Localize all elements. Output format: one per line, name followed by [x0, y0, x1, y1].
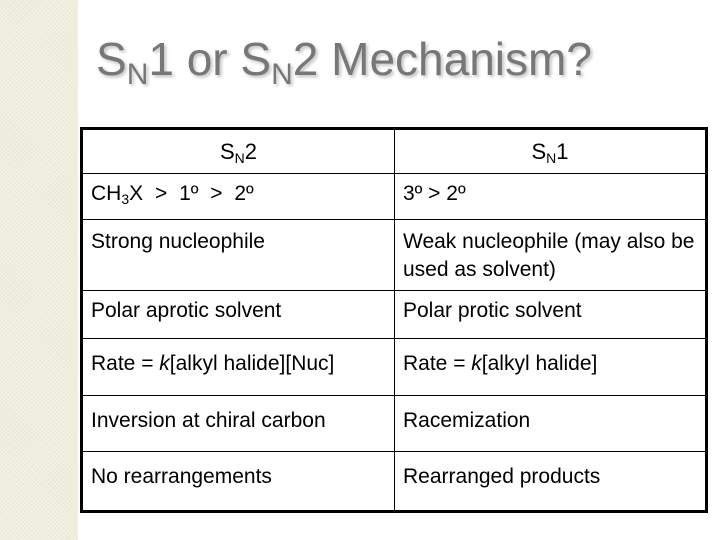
cell-sn2-rate	[83, 339, 395, 396]
cell-text: Polar protic solvent	[403, 299, 582, 323]
cell-text: Strong nucleophile	[91, 229, 265, 253]
header-sn2	[83, 130, 395, 174]
cell-sn2-stereochem	[83, 395, 395, 452]
cell-text: Weak nucleophile (may also be used as solvent)	[403, 229, 695, 281]
header-sn1	[395, 130, 706, 174]
cell-text: X > 1º > 2º	[129, 182, 254, 205]
header-text: S	[531, 138, 547, 164]
cell-sn2-rearrangement	[83, 452, 395, 511]
cell-text: Rate =	[403, 352, 472, 376]
cell-text: [alkyl halide][Nuc]	[169, 352, 335, 376]
mechanism-table	[82, 129, 706, 511]
header-text: 2	[244, 138, 258, 164]
title-subscript: N	[271, 58, 293, 91]
title-text-part: 1 or S	[148, 33, 272, 85]
cell-text: Racemization	[403, 408, 531, 432]
cell-text: [alkyl halide]	[481, 352, 598, 376]
cell-sn2-solvent	[83, 291, 395, 339]
slide-title	[96, 33, 706, 91]
cell-text: 3º > 2º	[403, 182, 466, 205]
table-row	[83, 291, 706, 339]
cell-sn1-substrate	[395, 174, 706, 220]
decorative-left-strip	[0, 0, 78, 540]
cell-sn1-stereochem	[395, 395, 706, 452]
cell-sn1-nucleophile	[395, 219, 706, 290]
title-subscript: N	[126, 58, 149, 91]
header-text: S	[219, 138, 235, 164]
table-row	[83, 174, 706, 220]
title-text-part: 2 Mechanism?	[292, 33, 592, 85]
cell-text: Inversion at chiral carbon	[91, 408, 326, 432]
cell-text: Rate =	[91, 352, 160, 376]
cell-sn2-nucleophile	[83, 219, 395, 290]
table-row	[83, 452, 706, 511]
cell-sn1-rearrangement	[395, 452, 706, 511]
table-row	[83, 339, 706, 396]
header-text: 1	[556, 138, 569, 164]
cell-sn2-substrate	[83, 174, 395, 220]
cell-text: No rearrangements	[91, 465, 272, 489]
cell-text: CH	[91, 182, 122, 205]
table-row	[83, 219, 706, 290]
title-text-part: S	[96, 33, 127, 85]
comparison-table	[80, 127, 708, 513]
cell-sn1-rate	[395, 339, 706, 396]
cell-sn1-solvent	[395, 291, 706, 339]
table-row	[83, 395, 706, 452]
rate-constant: k	[471, 352, 482, 376]
cell-subscript: 3	[121, 191, 130, 207]
header-row	[83, 130, 706, 174]
cell-text: Polar aprotic solvent	[91, 299, 282, 323]
header-subscript: N	[546, 149, 557, 166]
rate-constant: k	[159, 352, 170, 376]
cell-text: Rearranged products	[403, 465, 601, 489]
header-subscript: N	[234, 149, 245, 166]
